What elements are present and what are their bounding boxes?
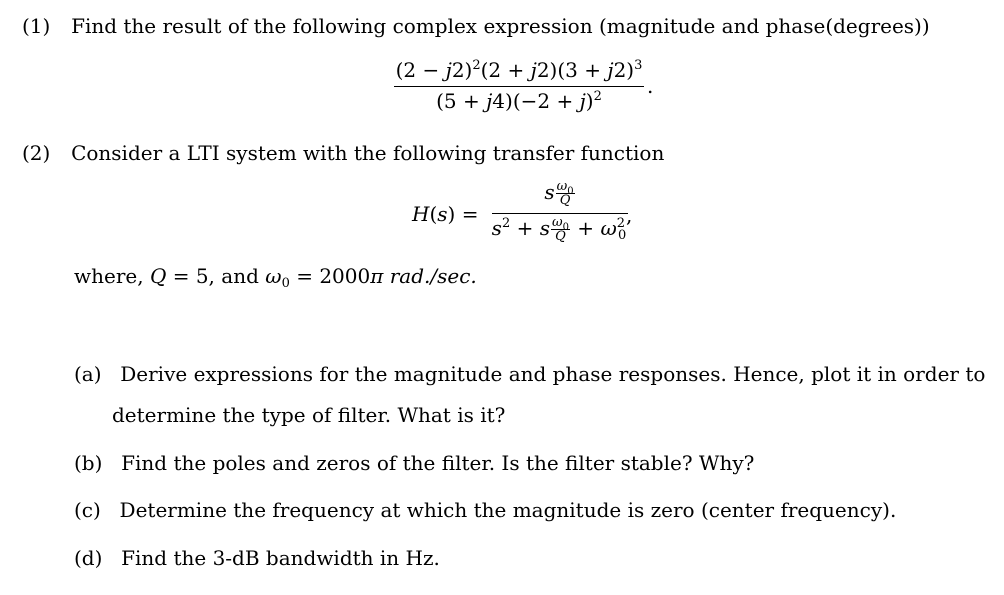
parameters-line: where, Q = 5, and $\omega_0 = 2000\pi$ rad./sec.: [74, 264, 477, 291]
part-c-text: Determine the frequency at which the magnitude is zero (center frequency).: [119, 498, 897, 522]
question-2-text: Consider a LTI system with the following transfer function: [71, 141, 665, 165]
question-2-line: [22, 141, 664, 165]
question-1-label: (1): [22, 14, 51, 38]
question-1-line: [22, 14, 930, 38]
question-1-fraction-bar: [394, 86, 644, 87]
part-a-text: Derive expressions for the magnitude and phase responses. Hence, plot it in order to: [120, 362, 986, 386]
part-c-label: (c): [74, 498, 101, 522]
question-1-text: Find the result of the following complex expression (magnitude and phase(degrees)): [71, 14, 930, 38]
part-b-label: (b): [74, 451, 103, 475]
part-b-text: Find the poles and zeros of the filter. Is the filter stable? Why?: [121, 451, 755, 475]
question-1-period: .: [647, 74, 654, 98]
part-a-label: (a): [74, 362, 102, 386]
part-c-line: [74, 498, 896, 522]
transfer-function-fraction-bar: [492, 213, 628, 214]
part-a-line: [74, 362, 985, 386]
transfer-function-comma: ,: [626, 203, 633, 227]
part-d-line: [74, 546, 440, 570]
transfer-function-denominator: $s^2 + s$ $\frac{\omega_0}{Q}$ + $\omega^2_0$: [491, 215, 627, 244]
part-d-label: (d): [74, 546, 103, 570]
part-a-continuation: determine the type of filter. What is it?: [112, 403, 506, 427]
question-1-numerator: $(2 - j2)^2(2 + j2)(3 + j2)^3$: [395, 58, 643, 82]
transfer-function-lhs: H(s) =: [412, 202, 479, 226]
question-1-denominator: $(5 + j4)(-2 + j)^2$: [436, 89, 602, 113]
transfer-function-numerator: s $\frac{\omega_0}{Q}$: [544, 179, 574, 208]
question-2-label: (2): [22, 141, 51, 165]
part-d-text: Find the 3-dB bandwidth in Hz.: [121, 546, 440, 570]
part-b-line: [74, 451, 754, 475]
